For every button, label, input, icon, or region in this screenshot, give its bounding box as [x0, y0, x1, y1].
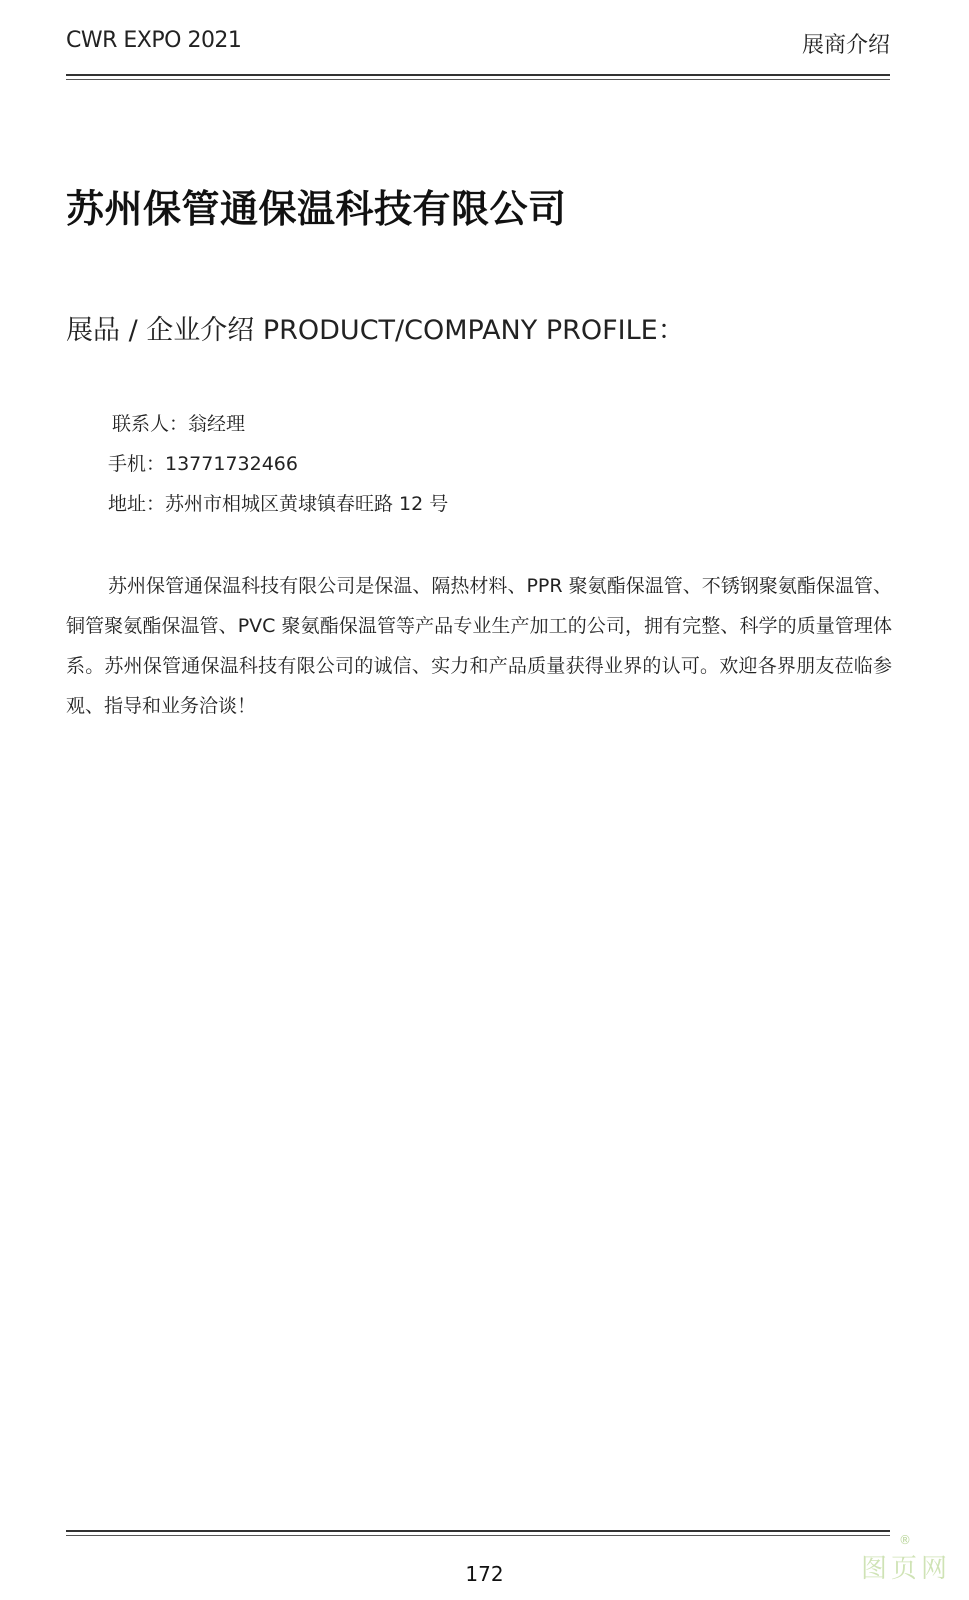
watermark-registered-mark: ®	[899, 1533, 911, 1547]
contact-person: 联系人：翁经理	[112, 413, 246, 435]
footer-divider-thin	[66, 1535, 890, 1536]
company-name: 苏州保管通保温科技有限公司	[66, 187, 567, 231]
profile-heading: 展品 / 企业介绍 PRODUCT/COMPANY PROFILE：	[66, 315, 685, 346]
section-label: 展商介绍	[801, 33, 890, 58]
watermark-logo: 图页网	[860, 1554, 951, 1584]
page-number: 172	[465, 1562, 504, 1586]
contact-phone: 手机：13771732466	[108, 453, 298, 475]
contact-info	[108, 404, 448, 524]
company-description: 苏州保管通保温科技有限公司是保温、隔热材料、PPR 聚氨酯保温管、不锈钢聚氨酯保温管、铜管聚氨酯保温管、PVC 聚氨酯保温管等产品专业生产加工的公司，拥有完整、科学的质量管理体系。苏州保管通保温科技有限公司的诚信、实力和产品质量获得业界的认可。欢迎各界朋友莅临参观、指导和业务洽谈！	[66, 575, 892, 717]
expo-title: CWR EXPO 2021	[66, 28, 242, 53]
header-divider	[66, 74, 890, 76]
page-header	[66, 28, 890, 56]
header-divider-thin	[66, 79, 890, 80]
footer-divider	[66, 1530, 890, 1532]
contact-address: 地址：苏州市相城区黄埭镇春旺路 12 号	[108, 493, 449, 515]
